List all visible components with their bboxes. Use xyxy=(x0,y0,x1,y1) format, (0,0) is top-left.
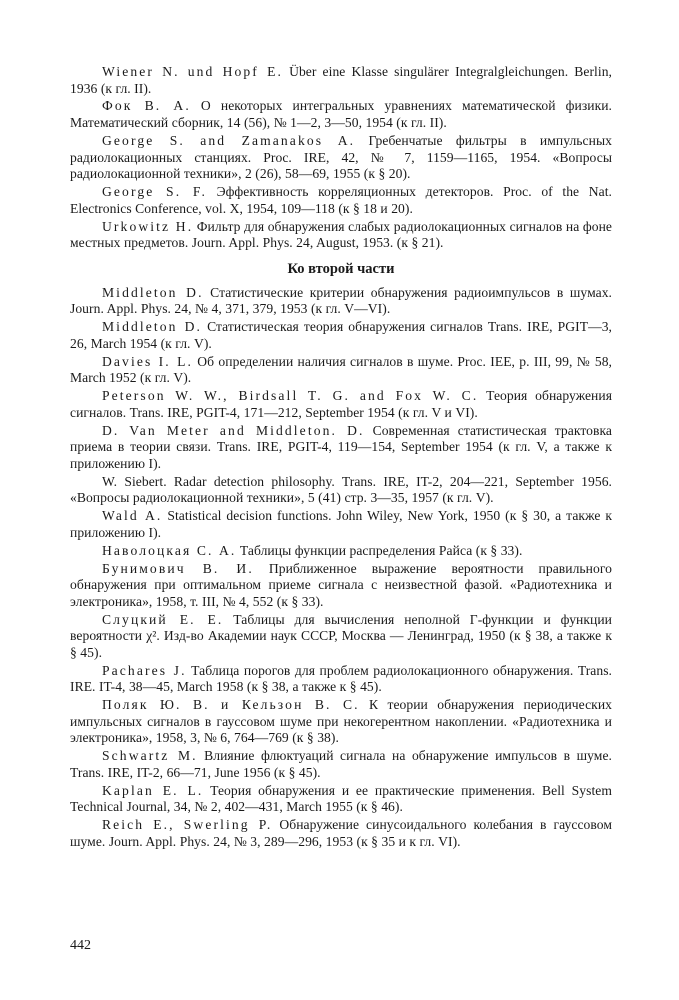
reference-author: Наволоцкая С. А. xyxy=(102,542,237,558)
reference-entry xyxy=(70,98,612,131)
reference-entry xyxy=(70,423,612,473)
reference-text: Таблицы для вычисления неполной Г-функции и функции вероятности χ². Изд-во Академии наук СССР, Москва — Ленинград, 1950 (к § 38, а также к § 45). xyxy=(70,611,612,660)
references-part-1 xyxy=(70,64,612,252)
reference-text: Гребенчатые фильтры в импульсных радиолокационных станциях. Proc. IRE, 42, № 7, 1159—1165, 1954. «Вопросы радиолокационной техники», 2 (26), 58—69, 1955 (к § 20). xyxy=(70,132,612,182)
reference-author: Middleton D. xyxy=(102,284,204,300)
reference-text: W. Siebert. Radar detection philosophy. Trans. IRE, IT-2, 204—221, September 1956. «Вопросы радиолокационной техники», 5 (41) стр. 3—35, 1957 (к гл. V). xyxy=(70,473,612,506)
reference-entry xyxy=(70,612,612,662)
reference-author: Wald A. xyxy=(102,508,163,524)
reference-author: Фок В. А. xyxy=(102,98,191,114)
reference-author: George S. and Zamanakos A. xyxy=(102,132,356,148)
reference-text: О некоторых интегральных уравнениях математической физики. Математический сборник, 14 (56), № 1—2, 3—50, 1954 (к гл. II). xyxy=(70,98,612,131)
reference-text: Влияние флюктуаций сигнала на обнаружение импульсов в шуме. Trans. IRE, IT-2, 66—71, June 1956 (к § 45). xyxy=(70,748,612,780)
reference-author: Schwartz M. xyxy=(102,748,198,764)
reference-text: Фильтр для обнаружения слабых радиолокационных сигналов на фоне местных предметов. Journ. Appl. Phys. 24, August, 1953. (к § 21). xyxy=(70,218,612,251)
reference-text: Статистическая теория обнаружения сигналов Trans. IRE, PGIT—3, 26, March 1954 (к гл. V). xyxy=(70,319,613,351)
reference-author: Kaplan E. L. xyxy=(102,782,204,798)
reference-entry xyxy=(70,697,612,747)
reference-text: Теория обнаружения и ее практические применения. Bell System Technical Journal, 34, № 2, 402—431, March 1955 (к § 46). xyxy=(70,782,612,815)
reference-text: Statistical decision functions. John Wiley, New York, 1950 (к § 30, а также к приложению I). xyxy=(70,508,613,540)
reference-author: Davies I. L. xyxy=(102,353,194,369)
reference-entry xyxy=(70,663,612,696)
reference-text: К теории обнаружения периодических импульсных сигналов в гауссовом шуме при некогерентном накоплении. «Радиотехника и электроника», 1958, 3, № 6, 764—769 (к § 38). xyxy=(70,697,612,746)
reference-author: D. Van Meter and Middleton. D. xyxy=(102,422,365,438)
reference-author: Peterson W. W., Birdsall T. G. and Fox W. C. xyxy=(102,388,479,404)
reference-text: Статистические критерии обнаружения радиоимпульсов в шумах. Journ. Appl. Phys. 24, № 4, 371, 379, 1953 (к гл. V—VI). xyxy=(70,284,613,317)
reference-text: Таблица порогов для проблем радиолокационного обнаружения. Trans. IRE. IT-4, 38—45, March 1958 (к § 38, а также к § 45). xyxy=(70,662,613,695)
reference-text: Обнаружение синусоидального колебания в гауссовом шуме. Journ. Appl. Phys. 24, № 3, 289—296, 1953 (к § 35 и к гл. VI). xyxy=(70,817,613,849)
reference-author: George S. F. xyxy=(102,184,207,200)
reference-author: Слуцкий Е. Е. xyxy=(102,611,224,627)
reference-entry xyxy=(70,474,612,507)
reference-entry xyxy=(70,508,612,541)
section-heading: Ко второй части xyxy=(287,260,395,277)
reference-text: Современная статистическая трактовка приема в теории связи. Trans. IRE, PGIT-4, 119—154, September 1954 (к гл. V, а также к приложению I). xyxy=(70,422,612,471)
reference-text: Über eine Klasse singulärer Integralgleichungen. Berlin, 1936 (к гл. II). xyxy=(70,64,612,96)
reference-entry xyxy=(70,285,612,318)
reference-author: Middleton D. xyxy=(102,319,203,335)
reference-entry xyxy=(70,783,612,816)
reference-author: Wiener N. und Hopf E. xyxy=(102,64,283,79)
reference-text: Приближенное выражение вероятности правильного обнаружения при оптимальном приеме сигнала с неизвестной фазой. «Радиотехника и электроника», 1958, т. III, № 4, 552 (к § 33). xyxy=(70,560,612,609)
reference-entry xyxy=(70,354,612,387)
reference-text: Об определении наличия сигналов в шуме. Proc. IEE, p. III, 99, № 58, March 1952 (к гл. V). xyxy=(70,353,612,386)
reference-author: Pachares J. xyxy=(102,662,187,678)
reference-entry xyxy=(70,184,612,217)
reference-entry xyxy=(70,817,612,850)
reference-author: Urkowitz H. xyxy=(102,218,194,234)
references-part-2 xyxy=(70,285,612,851)
reference-author: Бунимович В. И. xyxy=(102,560,254,576)
page-number: 442 xyxy=(70,938,91,953)
reference-text: Эффективность корреляционных детекторов. Proc. of the Nat. Electronics Conference, vol. X, 1954, 109—118 (к § 18 и 20). xyxy=(70,184,612,216)
reference-text: Таблицы функции распределения Райса (к § 33). xyxy=(236,542,523,558)
bibliography-page xyxy=(70,64,612,852)
reference-entry xyxy=(70,561,612,611)
reference-entry xyxy=(70,543,612,560)
reference-entry xyxy=(70,64,612,97)
reference-entry xyxy=(70,388,612,421)
reference-author: Поляк Ю. В. и Кельзон В. С. xyxy=(102,697,360,713)
reference-entry xyxy=(70,219,612,252)
reference-text: Теория обнаружения сигналов. Trans. IRE, PGIT-4, 171—212, September 1954 (к гл. V и VI). xyxy=(70,388,612,420)
reference-entry xyxy=(70,133,612,183)
reference-entry xyxy=(70,319,612,352)
reference-author: Reich E., Swerling P. xyxy=(102,817,273,833)
reference-entry xyxy=(70,748,612,781)
